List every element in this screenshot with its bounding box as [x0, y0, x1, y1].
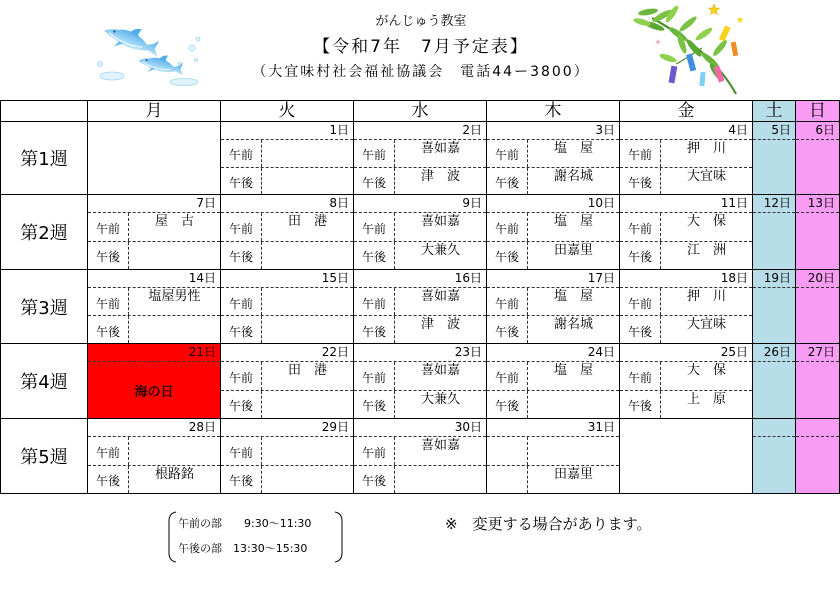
contact-info: （大宜味村社会福祉協議会 電話44ー3800） — [252, 64, 590, 80]
day-date: 31日 — [487, 419, 619, 437]
weekend-cell-sunday — [796, 344, 840, 419]
afternoon-label: 午後 — [620, 168, 661, 195]
day-date: 10日 — [487, 195, 619, 213]
afternoon-location: 田嘉里 — [553, 242, 593, 258]
day-cell-mon — [88, 419, 221, 494]
day-date: 7日 — [88, 195, 220, 213]
saturday-date — [753, 419, 795, 437]
afternoon-slot — [620, 316, 752, 343]
day-date: 30日 — [354, 419, 486, 437]
afternoon-location: 大兼久 — [420, 391, 460, 407]
afternoon-slot — [221, 242, 353, 270]
morning-location: 押 川 — [686, 289, 726, 304]
afternoon-slot — [88, 316, 220, 343]
day-date: 29日 — [221, 419, 353, 437]
morning-label: 午前 — [620, 288, 661, 315]
afternoon-slot — [221, 391, 353, 419]
week-label: 第2週 — [0, 195, 88, 270]
day-date: 17日 — [487, 270, 619, 288]
weekday-header-wed: 水 — [354, 100, 487, 122]
morning-location: 塩 屋 — [553, 214, 593, 229]
day-cell-thu — [487, 270, 620, 344]
afternoon-slot — [354, 168, 486, 195]
day-cell-wed — [354, 344, 487, 419]
morning-slot — [221, 288, 353, 316]
holiday-cell — [88, 344, 221, 419]
morning-location: 押 川 — [686, 141, 726, 156]
morning-slot — [620, 362, 752, 391]
afternoon-label — [487, 466, 528, 494]
day-cell-thu — [487, 122, 620, 195]
morning-label: 午前 — [88, 288, 129, 315]
afternoon-location — [129, 242, 220, 270]
weekend-cell-saturday — [753, 195, 796, 270]
morning-label: 午前 — [221, 213, 262, 241]
saturday-date: 5日 — [753, 122, 795, 140]
day-cell-tue — [221, 195, 354, 270]
afternoon-label: 午後 — [221, 168, 262, 195]
day-date: 22日 — [221, 344, 353, 362]
afternoon-slot — [88, 242, 220, 270]
day-cell-wed — [354, 270, 487, 344]
morning-label: 午前 — [487, 362, 528, 390]
afternoon-label: 午後 — [487, 391, 528, 419]
afternoon-slot — [487, 466, 619, 494]
session-hours-box — [168, 510, 343, 564]
weekend-cell-saturday — [753, 270, 796, 344]
afternoon-label: 午後 — [354, 391, 395, 419]
afternoon-label: 午後 — [354, 242, 395, 270]
afternoon-label: 午後 — [620, 391, 661, 419]
afternoon-label: 午後 — [221, 391, 262, 419]
tanabata-bamboo-icon — [632, 2, 750, 96]
morning-location: 屋 古 — [154, 214, 194, 229]
afternoon-label: 午後 — [620, 242, 661, 270]
day-date: 2日 — [354, 122, 486, 140]
weekend-cell-saturday — [753, 419, 796, 494]
morning-label — [487, 437, 528, 465]
afternoon-label: 午後 — [487, 168, 528, 195]
weekday-header-tue: 火 — [221, 100, 354, 122]
morning-slot — [354, 362, 486, 391]
afternoon-label: 午後 — [88, 242, 129, 270]
day-date: 25日 — [620, 344, 752, 362]
morning-label: 午前 — [354, 362, 395, 390]
morning-label: 午前 — [88, 213, 129, 241]
afternoon-location — [262, 168, 353, 195]
day-cell-thu — [487, 419, 620, 494]
day-cell-wed — [354, 195, 487, 270]
day-cell-wed — [354, 419, 487, 494]
empty-day-cell — [88, 122, 221, 195]
morning-location: 喜如嘉 — [420, 214, 460, 229]
afternoon-label: 午後 — [88, 316, 129, 343]
week-label: 第1週 — [0, 122, 88, 195]
morning-label: 午前 — [620, 213, 661, 241]
morning-location: 大 保 — [686, 363, 726, 378]
morning-slot — [88, 213, 220, 242]
dolphin-icon — [92, 18, 204, 88]
morning-location: 喜如嘉 — [420, 363, 460, 378]
dolphin-large — [100, 18, 164, 63]
morning-label: 午前 — [487, 288, 528, 315]
afternoon-slot — [221, 316, 353, 343]
schedule-title: 【令和7年 7月予定表】 — [313, 37, 529, 57]
morning-location — [262, 140, 353, 167]
morning-slot — [487, 437, 619, 466]
afternoon-slot — [620, 168, 752, 195]
weekday-header-sat: 土 — [753, 100, 796, 122]
afternoon-slot — [221, 466, 353, 494]
morning-location: 大 保 — [686, 214, 726, 229]
afternoon-slot — [487, 168, 619, 195]
morning-location: 塩 屋 — [553, 289, 593, 304]
afternoon-location — [262, 316, 353, 343]
morning-location: 喜如嘉 — [420, 141, 460, 156]
day-date: 28日 — [88, 419, 220, 437]
afternoon-location: 大宜味 — [686, 168, 726, 184]
afternoon-slot — [354, 466, 486, 494]
day-date: 8日 — [221, 195, 353, 213]
classroom-title: がんじゅう教室 — [375, 14, 467, 29]
morning-location: 田 港 — [287, 214, 327, 229]
sunday-date — [796, 419, 839, 437]
morning-slot — [354, 288, 486, 316]
afternoon-location — [129, 316, 220, 343]
morning-label: 午前 — [487, 213, 528, 241]
afternoon-label: 午後 — [221, 242, 262, 270]
morning-slot — [221, 213, 353, 242]
morning-slot — [487, 140, 619, 168]
morning-label: 午前 — [221, 437, 262, 465]
day-cell-mon — [88, 195, 221, 270]
morning-location: 塩屋男性 — [148, 289, 201, 304]
day-cell-thu — [487, 195, 620, 270]
morning-slot — [221, 437, 353, 466]
week-label: 第5週 — [0, 419, 88, 494]
day-cell-fri — [620, 122, 753, 195]
afternoon-location: 謝名城 — [553, 317, 593, 332]
afternoon-label: 午後 — [620, 316, 661, 343]
day-date: 16日 — [354, 270, 486, 288]
week-label: 第3週 — [0, 270, 88, 344]
morning-label: 午前 — [354, 213, 395, 241]
day-date: 24日 — [487, 344, 619, 362]
afternoon-slot — [487, 391, 619, 419]
morning-slot — [354, 437, 486, 466]
schedule-calendar — [0, 100, 840, 494]
day-date: 21日 — [88, 344, 220, 362]
week-label: 第4週 — [0, 344, 88, 419]
morning-location: 塩 屋 — [553, 141, 593, 156]
morning-slot — [221, 140, 353, 168]
morning-slot — [354, 213, 486, 242]
weekend-cell-saturday — [753, 122, 796, 195]
afternoon-location: 江 洲 — [686, 242, 726, 258]
day-cell-mon — [88, 270, 221, 344]
afternoon-location: 根路銘 — [154, 466, 194, 482]
afternoon-session-hours: 午後の部 13:30～15:30 — [178, 542, 308, 555]
day-cell-thu — [487, 344, 620, 419]
afternoon-location — [528, 391, 619, 419]
sunday-date: 27日 — [796, 344, 839, 362]
day-cell-fri — [620, 270, 753, 344]
day-date: 11日 — [620, 195, 752, 213]
afternoon-label: 午後 — [487, 242, 528, 270]
afternoon-location: 大宜味 — [686, 317, 726, 332]
morning-label: 午前 — [221, 140, 262, 167]
afternoon-label: 午後 — [487, 316, 528, 343]
sunday-date: 13日 — [796, 195, 839, 213]
day-cell-tue — [221, 419, 354, 494]
morning-location — [528, 437, 619, 465]
morning-slot — [88, 437, 220, 466]
day-date: 4日 — [620, 122, 752, 140]
day-cell-fri — [620, 344, 753, 419]
morning-slot — [487, 288, 619, 316]
afternoon-label: 午後 — [354, 168, 395, 195]
day-cell-wed — [354, 122, 487, 195]
morning-location: 喜如嘉 — [420, 438, 460, 453]
afternoon-slot — [88, 466, 220, 494]
afternoon-location — [262, 242, 353, 270]
weekend-cell-sunday — [796, 122, 840, 195]
weekend-cell-saturday — [753, 344, 796, 419]
afternoon-slot — [487, 316, 619, 343]
day-date: 14日 — [88, 270, 220, 288]
weekend-cell-sunday — [796, 195, 840, 270]
morning-label: 午前 — [88, 437, 129, 465]
day-date: 3日 — [487, 122, 619, 140]
bamboo-leaves — [633, 4, 729, 82]
afternoon-slot — [354, 242, 486, 270]
morning-slot — [487, 213, 619, 242]
morning-label: 午前 — [221, 362, 262, 390]
saturday-date: 26日 — [753, 344, 795, 362]
holiday-name: 海の日 — [134, 384, 174, 400]
change-notice: ※ 変更する場合があります。 — [445, 515, 652, 533]
morning-location — [262, 437, 353, 465]
sunday-date: 6日 — [796, 122, 839, 140]
morning-slot — [221, 362, 353, 391]
morning-label: 午前 — [620, 362, 661, 390]
morning-session-hours: 午前の部 9:30～11:30 — [178, 517, 312, 530]
empty-day-cell — [620, 419, 753, 494]
afternoon-label: 午後 — [354, 316, 395, 343]
day-date: 1日 — [221, 122, 353, 140]
day-cell-fri — [620, 195, 753, 270]
morning-location: 塩 屋 — [553, 363, 593, 378]
afternoon-label: 午後 — [221, 316, 262, 343]
afternoon-slot — [620, 391, 752, 419]
day-cell-tue — [221, 344, 354, 419]
afternoon-label: 午後 — [221, 466, 262, 494]
afternoon-location: 謝名城 — [553, 168, 593, 184]
calendar-corner-cell — [0, 100, 88, 122]
afternoon-slot — [354, 391, 486, 419]
weekday-header-thu: 木 — [487, 100, 620, 122]
weekday-header-fri: 金 — [620, 100, 753, 122]
morning-slot — [620, 140, 752, 168]
morning-label: 午前 — [354, 288, 395, 315]
weekday-header-mon: 月 — [88, 100, 221, 122]
afternoon-label: 午後 — [354, 466, 395, 494]
weekday-header-sun: 日 — [796, 100, 840, 122]
morning-slot — [620, 288, 752, 316]
afternoon-location: 津 波 — [420, 317, 460, 332]
day-date: 23日 — [354, 344, 486, 362]
afternoon-location: 田嘉里 — [553, 466, 593, 482]
morning-location: 喜如嘉 — [420, 289, 460, 304]
morning-slot — [487, 362, 619, 391]
afternoon-location: 上 原 — [686, 391, 726, 407]
morning-location: 田 港 — [287, 363, 327, 378]
afternoon-location: 津 波 — [420, 168, 460, 184]
afternoon-location: 大兼久 — [420, 242, 460, 258]
afternoon-location — [262, 466, 353, 494]
saturday-date: 12日 — [753, 195, 795, 213]
morning-slot — [620, 213, 752, 242]
day-cell-tue — [221, 270, 354, 344]
morning-label: 午前 — [354, 140, 395, 167]
sunday-date: 20日 — [796, 270, 839, 288]
morning-label: 午前 — [354, 437, 395, 465]
day-date: 9日 — [354, 195, 486, 213]
afternoon-slot — [354, 316, 486, 343]
afternoon-slot — [487, 242, 619, 270]
afternoon-label: 午後 — [88, 466, 129, 494]
afternoon-slot — [620, 242, 752, 270]
weekend-cell-sunday — [796, 419, 840, 494]
day-date: 15日 — [221, 270, 353, 288]
morning-slot — [354, 140, 486, 168]
afternoon-slot — [221, 168, 353, 195]
saturday-date: 19日 — [753, 270, 795, 288]
morning-slot — [88, 288, 220, 316]
afternoon-location — [262, 391, 353, 419]
morning-label: 午前 — [221, 288, 262, 315]
morning-location — [262, 288, 353, 315]
day-date: 18日 — [620, 270, 752, 288]
afternoon-location — [395, 466, 486, 494]
weekend-cell-sunday — [796, 270, 840, 344]
day-cell-tue — [221, 122, 354, 195]
morning-label: 午前 — [487, 140, 528, 167]
morning-label: 午前 — [620, 140, 661, 167]
morning-location — [129, 437, 220, 465]
